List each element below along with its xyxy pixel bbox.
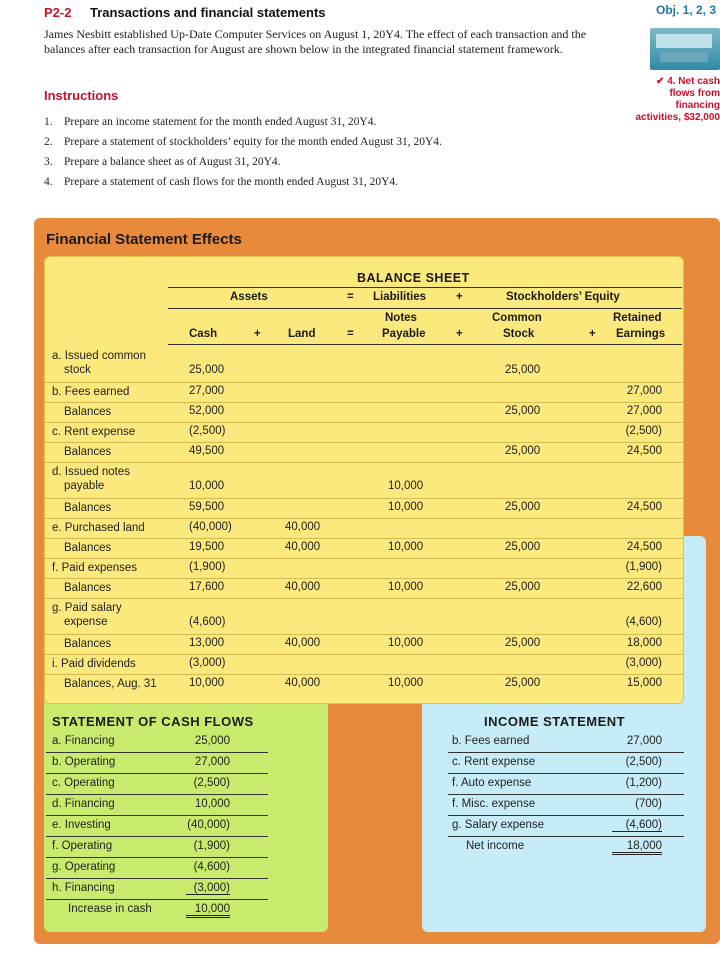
equals-sign: =	[347, 291, 354, 303]
cell-re: 18,000	[626, 637, 662, 649]
row-divider	[448, 836, 684, 837]
cash-flow-value: 27,000	[194, 756, 230, 768]
row-divider	[44, 654, 684, 655]
cash-flow-label: d. Financing	[52, 798, 115, 810]
cell-cash: 10,000	[189, 677, 225, 689]
balances-label: Balances	[64, 542, 112, 554]
cell-cs: 25,000	[505, 677, 541, 689]
row-divider	[46, 836, 268, 837]
instructions-heading: Instructions	[44, 88, 119, 103]
problem-number: P2-2	[44, 5, 72, 20]
cell-land: 40,000	[285, 637, 321, 649]
cash-flow-label: b. Operating	[52, 756, 116, 768]
cell-notes: 10,000	[388, 501, 424, 513]
cell-land: 40,000	[285, 677, 321, 689]
row-divider	[448, 752, 684, 753]
hint-line: ✔ 4. Net cash	[656, 76, 720, 87]
balances-label: Balances	[64, 582, 112, 594]
instructions-list	[44, 112, 442, 192]
transaction-label: f. Paid expenses	[52, 562, 138, 574]
transaction-label: d. Issued notes payable	[52, 466, 130, 492]
cell-re: (4,600)	[625, 616, 662, 628]
cell-cs: 25,000	[505, 541, 541, 553]
plus-sign: +	[589, 328, 596, 340]
income-statement-value: 27,000	[626, 735, 662, 747]
transaction-label: e. Purchased land	[52, 522, 145, 534]
row-divider	[44, 598, 684, 599]
cell-cs: 25,000	[505, 581, 541, 593]
cell-cash: (2,500)	[189, 425, 226, 437]
cell-cash: 59,500	[189, 501, 225, 513]
liabilities-header: Liabilities	[373, 291, 427, 303]
cash-flow-value: (3,000)	[186, 882, 230, 895]
cash-flow-value: 25,000	[194, 735, 230, 747]
income-statement-label: c. Rent expense	[452, 756, 536, 768]
instruction-item: 3. Prepare a balance sheet as of August 31, 20Y4.	[44, 156, 281, 168]
cell-re: (1,900)	[625, 561, 662, 573]
objectives-label: Obj. 1, 2, 3	[656, 3, 717, 17]
assets-header: Assets	[230, 291, 268, 303]
cell-cash: (40,000)	[189, 521, 232, 533]
cell-cash: 10,000	[189, 480, 225, 492]
transaction-label: i. Paid dividends	[52, 658, 136, 670]
cell-re: 24,500	[626, 501, 662, 513]
cell-cs: 25,000	[505, 501, 541, 513]
cell-land: 40,000	[285, 541, 321, 553]
hint-line: financing	[675, 100, 720, 111]
balances-label: Balances	[64, 446, 112, 458]
cash-flow-title: STATEMENT OF CASH FLOWS	[52, 714, 254, 729]
hint-line: activities, $32,000	[635, 112, 720, 123]
cell-cash: 49,500	[189, 445, 225, 457]
transaction-label: g. Paid salary expense	[52, 602, 122, 628]
row-divider	[46, 752, 268, 753]
income-statement-label: f. Auto expense	[452, 777, 532, 789]
problem-title: Transactions and financial statements	[90, 5, 326, 20]
row-divider	[44, 558, 684, 559]
cell-cash: 19,500	[189, 541, 225, 553]
net-income-label: Net income	[466, 840, 525, 852]
row-divider	[46, 878, 268, 879]
cell-re: 24,500	[626, 541, 662, 553]
cash-flow-total-value: 10,000	[186, 903, 230, 918]
cash-flow-value: 10,000	[194, 798, 230, 810]
cell-re: 27,000	[626, 385, 662, 397]
common-header-line2: Stock	[503, 328, 535, 340]
income-statement-label: g. Salary expense	[452, 819, 545, 831]
cash-flow-label: e. Investing	[52, 819, 111, 831]
cell-cs: 25,000	[505, 445, 541, 457]
cell-cash: (4,600)	[189, 616, 226, 628]
cash-flow-total-label: Increase in cash	[68, 903, 152, 915]
cell-notes: 10,000	[388, 637, 424, 649]
income-statement-title: INCOME STATEMENT	[484, 714, 626, 729]
transaction-label: c. Rent expense	[52, 426, 136, 438]
retained-header-line1: Retained	[613, 312, 662, 324]
cell-notes: 10,000	[388, 541, 424, 553]
equity-header: Stockholders’ Equity	[506, 291, 620, 303]
row-divider	[44, 422, 684, 423]
cash-flow-value: (40,000)	[187, 819, 230, 831]
cell-re: 24,500	[626, 445, 662, 457]
cash-flow-label: g. Operating	[52, 861, 116, 873]
cash-flow-label: f. Operating	[52, 840, 113, 852]
cell-land: 40,000	[285, 581, 321, 593]
cash-flow-value: (4,600)	[193, 861, 230, 873]
divider	[168, 287, 682, 288]
transaction-label: b. Fees earned	[52, 386, 130, 398]
notes-header-line2: Payable	[382, 328, 426, 340]
cell-cs: 25,000	[505, 405, 541, 417]
chapter-thumbnail-image	[650, 28, 720, 70]
transaction-label: a. Issued common stock	[52, 350, 146, 376]
divider	[168, 344, 682, 345]
row-divider	[44, 538, 684, 539]
cell-cs: 25,000	[505, 364, 541, 376]
cash-flow-value: (2,500)	[193, 777, 230, 789]
income-statement-value: (2,500)	[625, 756, 662, 768]
row-divider	[46, 773, 268, 774]
cash-flow-label: a. Financing	[52, 735, 115, 747]
cash-header: Cash	[189, 328, 218, 340]
instruction-item: 4. Prepare a statement of cash flows for the month ended August 31, 20Y4.	[44, 176, 399, 188]
plus-sign: +	[456, 328, 463, 340]
row-divider	[44, 462, 684, 463]
cell-cash: 25,000	[189, 364, 225, 376]
cell-notes: 10,000	[388, 581, 424, 593]
net-income-value: 18,000	[612, 840, 662, 855]
land-header: Land	[288, 328, 316, 340]
equals-sign: =	[347, 328, 354, 340]
balances-label: Balances, Aug. 31	[64, 678, 157, 690]
cash-flow-label: c. Operating	[52, 777, 115, 789]
cell-cash: 13,000	[189, 637, 225, 649]
income-statement-value: (1,200)	[625, 777, 662, 789]
cell-cash: 52,000	[189, 405, 225, 417]
instruction-item: 1. Prepare an income statement for the month ended August 31, 20Y4.	[44, 116, 377, 128]
cell-cash: (3,000)	[189, 657, 226, 669]
income-statement-value: (700)	[635, 798, 662, 810]
balances-label: Balances	[64, 502, 112, 514]
row-divider	[44, 402, 684, 403]
cell-re: (3,000)	[625, 657, 662, 669]
plus-sign: +	[254, 328, 261, 340]
row-divider	[44, 442, 684, 443]
balances-label: Balances	[64, 638, 112, 650]
row-divider	[448, 815, 684, 816]
row-divider	[46, 794, 268, 795]
cell-re: 27,000	[626, 405, 662, 417]
balances-label: Balances	[64, 406, 112, 418]
cell-cs: 25,000	[505, 637, 541, 649]
hint-line: flows from	[669, 88, 720, 99]
cell-re: (2,500)	[625, 425, 662, 437]
cell-re: 22,600	[626, 581, 662, 593]
row-divider	[44, 382, 684, 383]
row-divider	[44, 578, 684, 579]
answer-hint	[610, 76, 720, 124]
balance-sheet-title: BALANCE SHEET	[357, 271, 470, 285]
cell-cash: 27,000	[189, 385, 225, 397]
fse-title: Financial Statement Effects	[46, 231, 242, 248]
problem-intro: James Nesbitt established Up-Date Computer Services on August 1, 20Y4. The effect of each transaction and the balances after each transaction for August are shown below in the integrated financial statement framework.	[44, 27, 587, 56]
cash-flow-value: (1,900)	[193, 840, 230, 852]
row-divider	[44, 518, 684, 519]
instruction-item: 2. Prepare a statement of stockholders’ equity for the month ended August 31, 20Y4.	[44, 136, 442, 148]
cell-re: 15,000	[626, 677, 662, 689]
earnings-header-line2: Earnings	[616, 328, 666, 340]
row-divider	[46, 815, 268, 816]
row-divider	[448, 794, 684, 795]
row-divider	[44, 674, 684, 675]
row-divider	[448, 773, 684, 774]
row-divider	[46, 857, 268, 858]
income-statement-label: f. Misc. expense	[452, 798, 536, 810]
common-header-line1: Common	[492, 312, 542, 324]
income-statement-label: b. Fees earned	[452, 735, 530, 747]
cell-notes: 10,000	[388, 677, 424, 689]
cell-land: 40,000	[285, 521, 321, 533]
plus-sign: +	[456, 291, 463, 303]
cell-cash: 17,600	[189, 581, 225, 593]
cell-cash: (1,900)	[189, 561, 226, 573]
row-divider	[44, 634, 684, 635]
notes-header-line1: Notes	[385, 312, 417, 324]
divider	[168, 308, 682, 309]
income-statement-value: (4,600)	[612, 819, 662, 832]
cash-flow-label: h. Financing	[52, 882, 115, 894]
row-divider	[46, 899, 268, 900]
row-divider	[44, 498, 684, 499]
cell-notes: 10,000	[388, 480, 424, 492]
